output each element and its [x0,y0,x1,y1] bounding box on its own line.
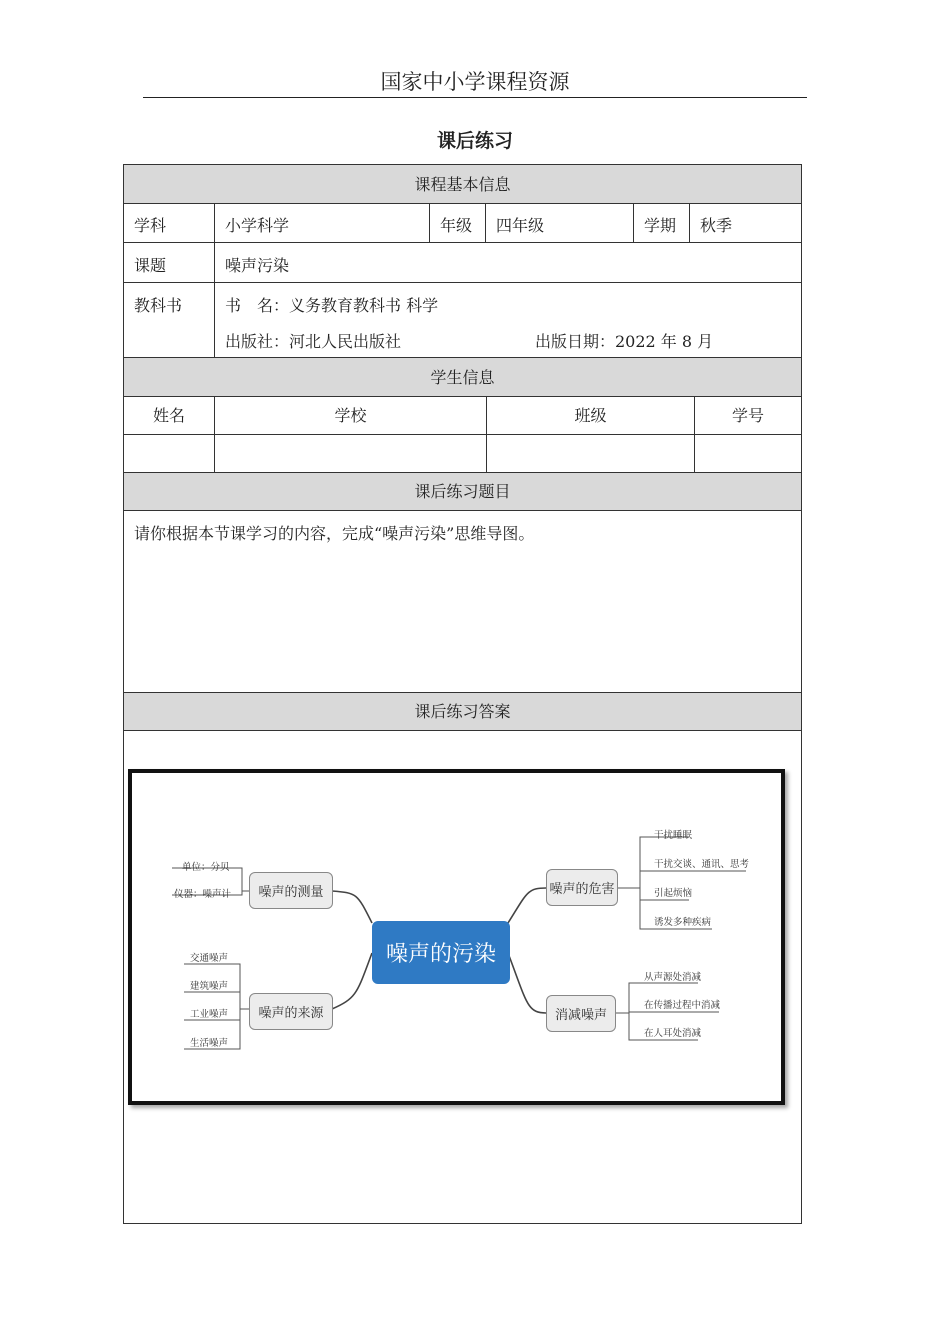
doc-title: 课后练习 [436,130,513,152]
course-topic-row [124,243,801,283]
student-id-blank[interactable] [694,435,801,472]
mindmap-leaf: 建筑噪声 [190,981,229,992]
exercise-title: 课后练习题目 [414,482,511,501]
term-value: 秋季 [700,216,733,235]
mindmap-image [128,769,785,1105]
mindmap-leaf: 生活噪声 [190,1038,229,1049]
student-info-title: 学生信息 [430,368,495,387]
course-info-header [124,165,801,204]
mindmap-leaf: 单位：分贝 [182,862,230,873]
mindmap-leaf: 干扰睡眠 [654,830,693,841]
topic-value: 噪声污染 [225,256,290,275]
class-blank[interactable] [486,435,694,472]
mindmap-leaf: 工业噪声 [190,1009,229,1020]
course-info-title: 课程基本信息 [414,175,511,194]
exercise-body [124,511,801,693]
student-info-header [124,358,801,397]
mindmap-node-reduce: 消减噪声 [546,995,616,1032]
answer-title: 课后练习答案 [414,702,511,721]
mindmap-leaf: 引起烦恼 [654,888,693,899]
header-title: 国家中小学课程资源 [380,70,570,94]
topic-label: 课题 [134,256,167,275]
course-subject-row [124,204,801,243]
mindmap-node-measure: 噪声的测量 [249,872,333,909]
school-blank[interactable] [214,435,486,472]
book-name-line: 书 名：义务教育教科书 科学 [225,296,439,315]
mindmap-leaf: 诱发多种疾病 [654,917,712,928]
subject-value: 小学科学 [225,216,290,235]
link-center-reduce [508,953,546,1013]
mindmap-leaf: 仪器：噪声计 [174,889,232,900]
class-label: 班级 [574,406,607,425]
student-header-row [124,397,801,435]
publish-date-line: 出版日期：2022 年 8 月 [535,332,714,351]
term-label: 学期 [644,216,677,235]
mindmap-leaf: 干扰交谈、通讯、思考 [654,859,750,870]
course-textbook-row [124,283,801,358]
name-label: 姓名 [152,406,185,425]
publisher-line: 出版社：河北人民出版社 [225,332,402,351]
mindmap-leaf: 从声源处消减 [644,972,702,983]
link-center-source [332,953,372,1009]
mindmap-node-harm: 噪声的危害 [546,869,618,906]
mindmap-leaf: 在传播过程中消减 [644,1000,721,1011]
link-center-harm [508,888,546,923]
mindmap-leaf: 交通噪声 [190,953,229,964]
exercise-header [124,473,801,511]
student-input-row [124,435,801,473]
answer-header [124,693,801,731]
textbook-label: 教科书 [134,296,183,315]
mindmap-node-source: 噪声的来源 [249,993,333,1030]
link-center-measure [332,891,372,923]
grade-value: 四年级 [496,216,545,235]
subject-label: 学科 [134,216,167,235]
mindmap-leaf: 在人耳处消减 [644,1028,702,1039]
mindmap-center-node: 噪声的污染 [372,921,510,984]
student-id-label: 学号 [731,406,764,425]
header-rule [143,97,807,98]
exercise-question: 请你根据本节课学习的内容，完成“噪声污染”思维导图。 [134,524,535,543]
grade-label: 年级 [440,216,473,235]
school-label: 学校 [334,406,367,425]
name-blank[interactable] [124,435,214,472]
